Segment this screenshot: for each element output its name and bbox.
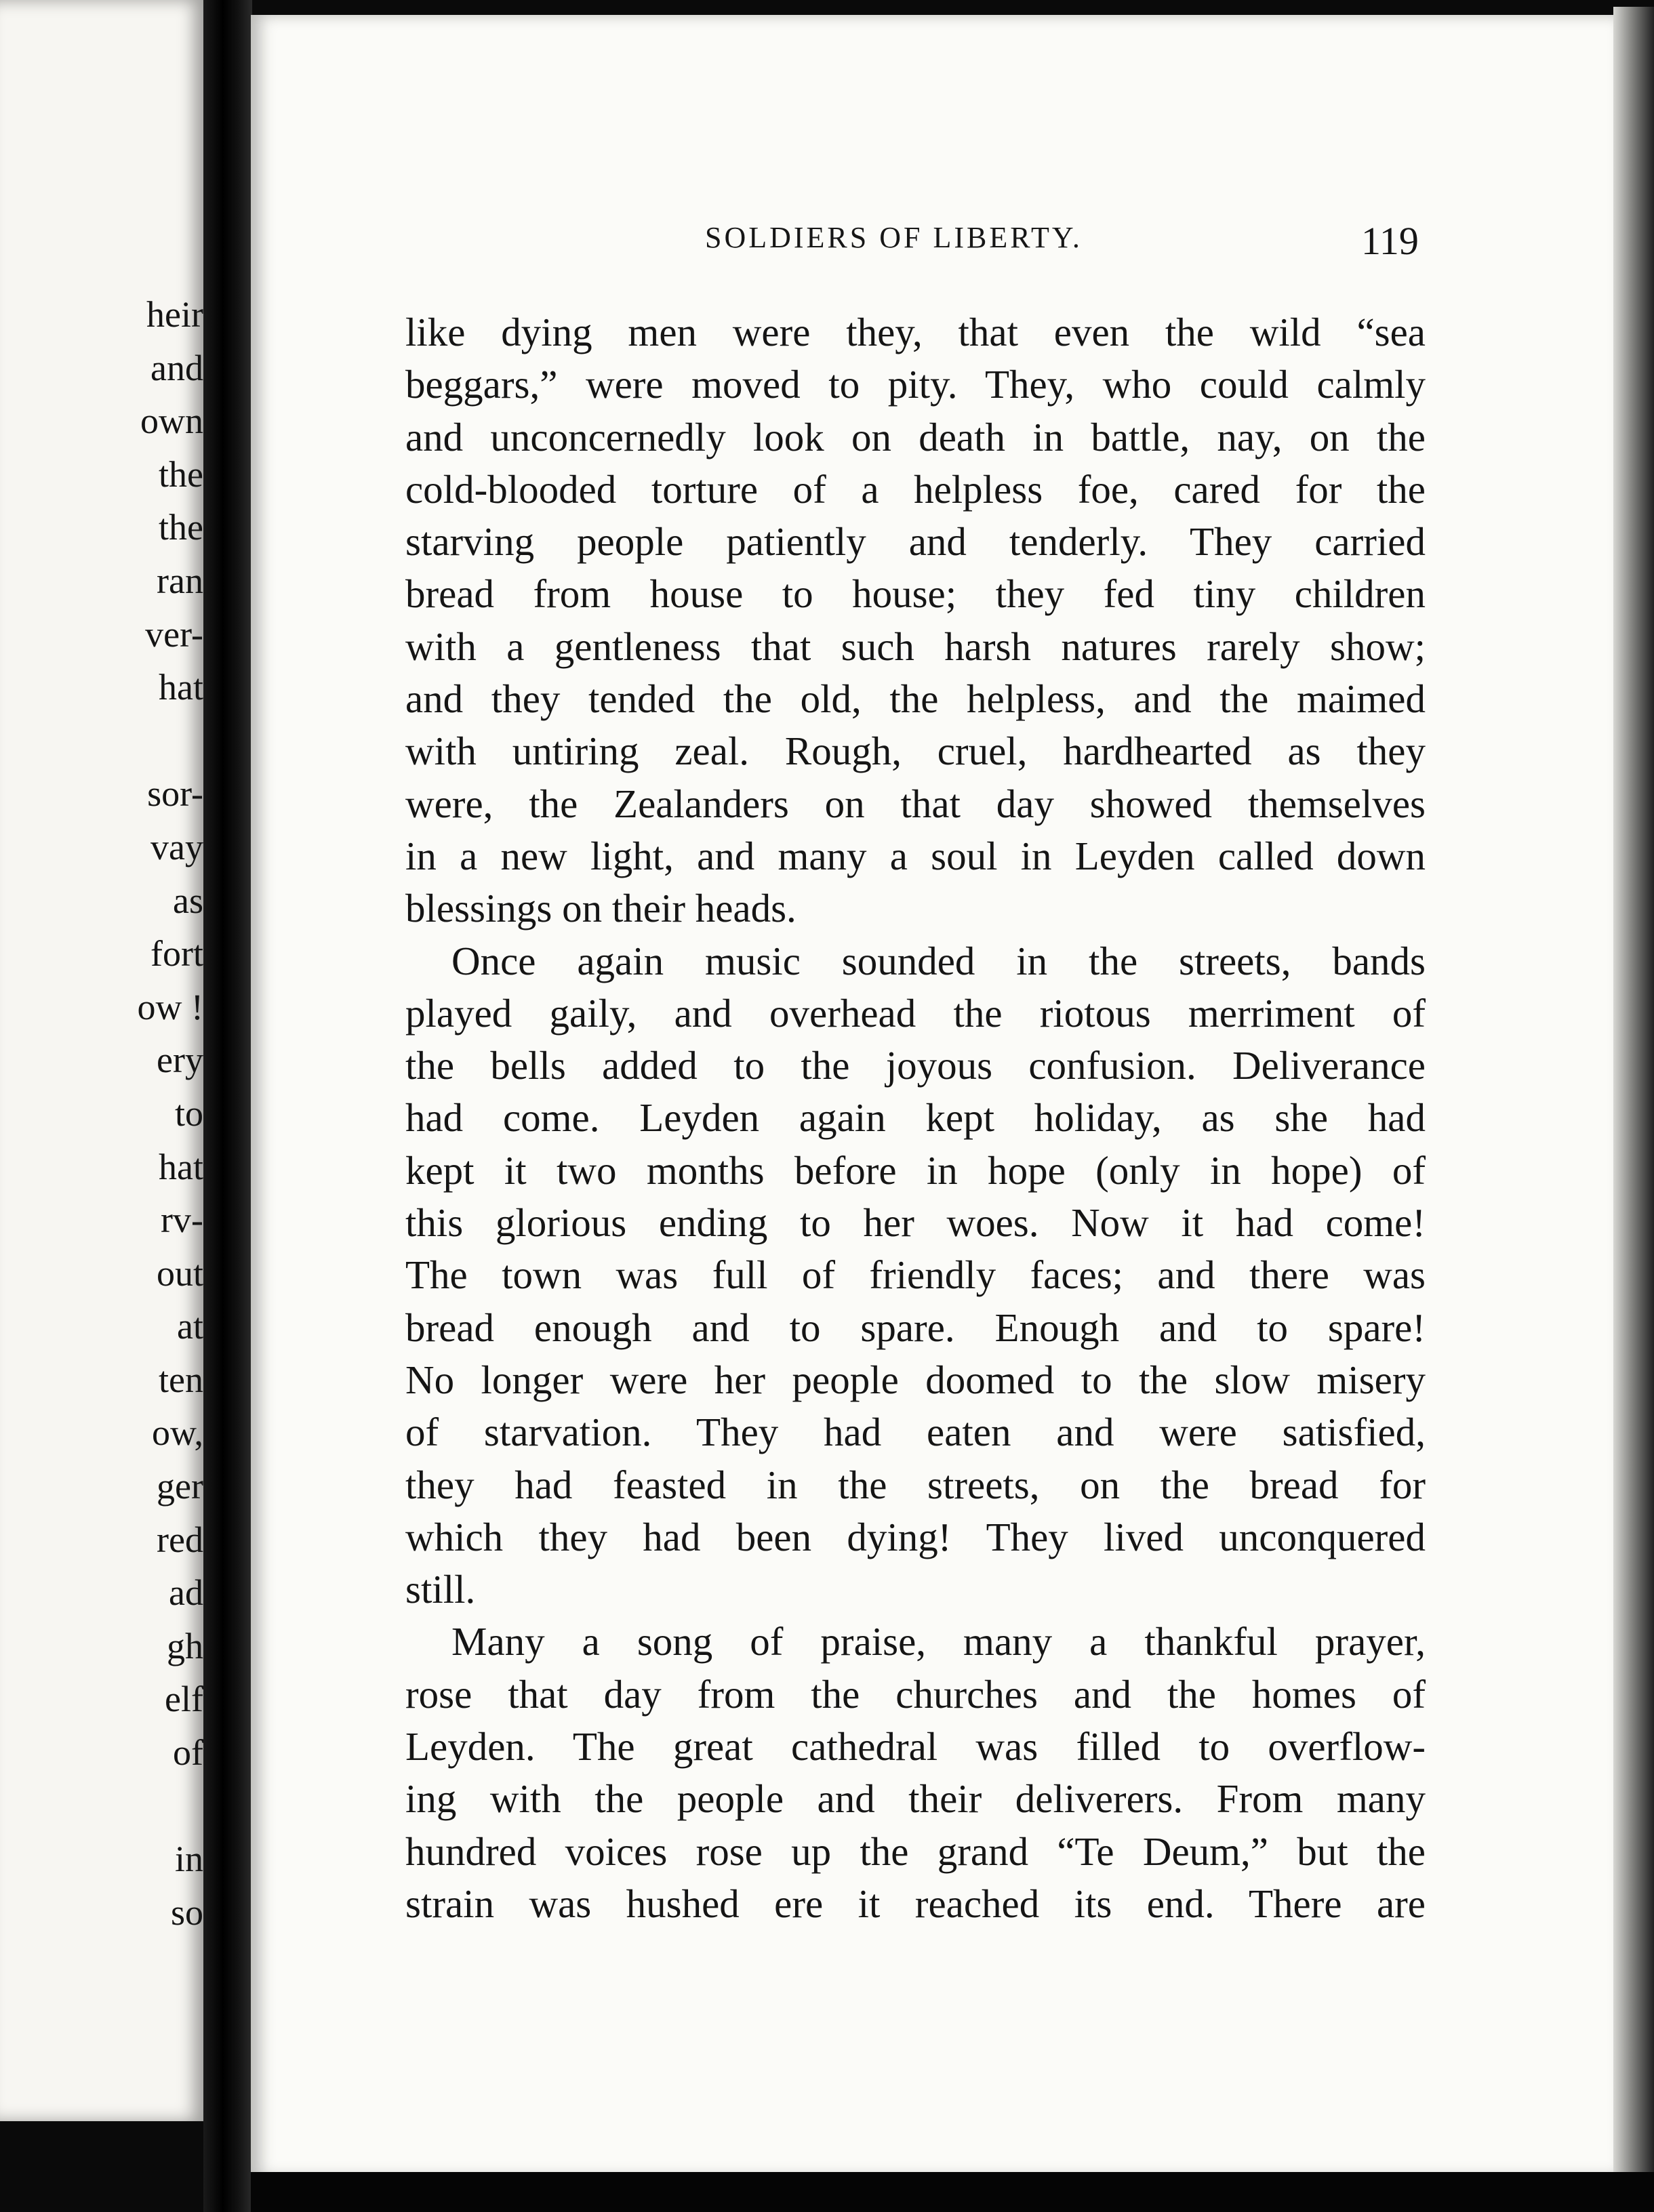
text-line: which they had been dying! They lived unconquered	[405, 1514, 1426, 1559]
facing-page-line: out	[156, 1252, 203, 1294]
text-line: bread from house to house; they fed tiny children	[405, 571, 1426, 617]
body-text	[405, 306, 1426, 1930]
facing-page-line: as	[173, 880, 203, 921]
facing-page-line: elf	[165, 1679, 203, 1720]
text-line: The town was full of friendly faces; and there was	[405, 1252, 1426, 1298]
text-line: were, the Zealanders on that day showed themselves	[405, 781, 1426, 826]
text-line: like dying men were they, that even the wild “sea	[405, 310, 1426, 354]
facing-page-line: ger	[157, 1466, 203, 1507]
facing-page-line: ery	[157, 1040, 203, 1081]
text-line: ing with the people and their deliverers. From many	[405, 1776, 1426, 1822]
text-line: and unconcernedly look on death in battle, nay, on the	[405, 414, 1426, 459]
facing-page-line: to	[174, 1092, 203, 1134]
facing-page-line: ad	[169, 1572, 203, 1614]
text-line: No longer were her people doomed to the slow misery	[405, 1357, 1426, 1402]
facing-page-line: sor-	[147, 773, 203, 815]
text-line: kept it two months before in hope (only in hope) of	[405, 1147, 1426, 1193]
text-line: of starvation. They had eaten and were satisfied,	[405, 1410, 1426, 1455]
facing-page-line: fort	[150, 933, 203, 975]
facing-page-line: ran	[157, 560, 203, 601]
facing-page-line: ow !	[137, 986, 203, 1027]
facing-page-line: rv-	[161, 1200, 203, 1241]
facing-page-line	[0, 1780, 203, 1833]
facing-page-line	[0, 714, 203, 768]
text-line: blessings on their heads.	[405, 886, 796, 931]
text-line: cold-blooded torture of a helpless foe, cared for the	[405, 466, 1426, 512]
text-line: this glorious ending to her woes. Now it had come!	[405, 1200, 1426, 1246]
paragraph	[405, 935, 1426, 1616]
facing-page-line: of	[173, 1732, 203, 1774]
text-line: had come. Leyden again kept holiday, as she had	[405, 1095, 1426, 1141]
text-line: rose that day from the churches and the homes of	[405, 1671, 1426, 1717]
running-title: SOLDIERS OF LIBERTY.	[705, 221, 1083, 254]
page-number: 119	[1361, 219, 1419, 263]
facing-page-line: vay	[150, 826, 203, 867]
facing-page-line: at	[177, 1306, 203, 1347]
text-line: Once again music sounded in the streets, bands	[451, 938, 1426, 983]
text-line: played gaily, and overhead the riotous merriment of	[405, 990, 1426, 1036]
text-line: with untiring zeal. Rough, cruel, hardhearted as they	[405, 729, 1426, 774]
text-line: Leyden. The great cathedral was filled to overflow-	[405, 1724, 1426, 1769]
facing-page-line: own	[140, 401, 203, 442]
text-line: and they tended the old, the helpless, and the maimed	[405, 676, 1426, 722]
facing-page-line: heir	[146, 294, 203, 335]
text-line: hundred voices rose up the grand “Te Deum,” but the	[405, 1828, 1426, 1874]
facing-page-line: ten	[159, 1359, 203, 1400]
paragraph	[405, 306, 1426, 935]
facing-page-line: the	[159, 507, 203, 548]
text-line: in a new light, and many a soul in Leyden called down	[405, 833, 1426, 878]
text-line: strain was hushed ere it reached its end. There are	[405, 1881, 1426, 1926]
facing-page-line: the	[159, 453, 203, 495]
text-line: with a gentleness that such harsh natures rarely show;	[405, 623, 1426, 669]
text-line: beggars,” were moved to pity. They, who could calmly	[405, 362, 1426, 407]
facing-page-line: gh	[167, 1625, 203, 1666]
text-line: the bells added to the joyous confusion. Deliverance	[405, 1043, 1426, 1088]
scan-bottom-border	[251, 2172, 1654, 2212]
facing-page-line: hat	[159, 667, 203, 708]
text-line: still.	[405, 1567, 476, 1612]
facing-page-line: ver-	[145, 613, 203, 655]
facing-page-text	[0, 288, 203, 1939]
text-line: they had feasted in the streets, on the bread for	[405, 1462, 1426, 1507]
text-line: starving people patiently and tenderly. They carried	[405, 519, 1426, 565]
text-line: bread enough and to spare. Enough and to spare!	[405, 1305, 1426, 1350]
facing-page-line: in	[174, 1839, 203, 1880]
facing-page-line: so	[170, 1891, 203, 1933]
facing-page-line: red	[157, 1519, 203, 1560]
page-edge-right	[1613, 7, 1654, 2196]
book-gutter	[203, 0, 252, 2212]
facing-page-line: ow,	[152, 1412, 203, 1454]
paragraph	[405, 1616, 1426, 1930]
text-line: Many a song of praise, many a thankful prayer,	[451, 1619, 1426, 1664]
facing-page-line: hat	[159, 1146, 203, 1187]
facing-page-left	[0, 0, 206, 2121]
facing-page-line: and	[150, 347, 203, 388]
